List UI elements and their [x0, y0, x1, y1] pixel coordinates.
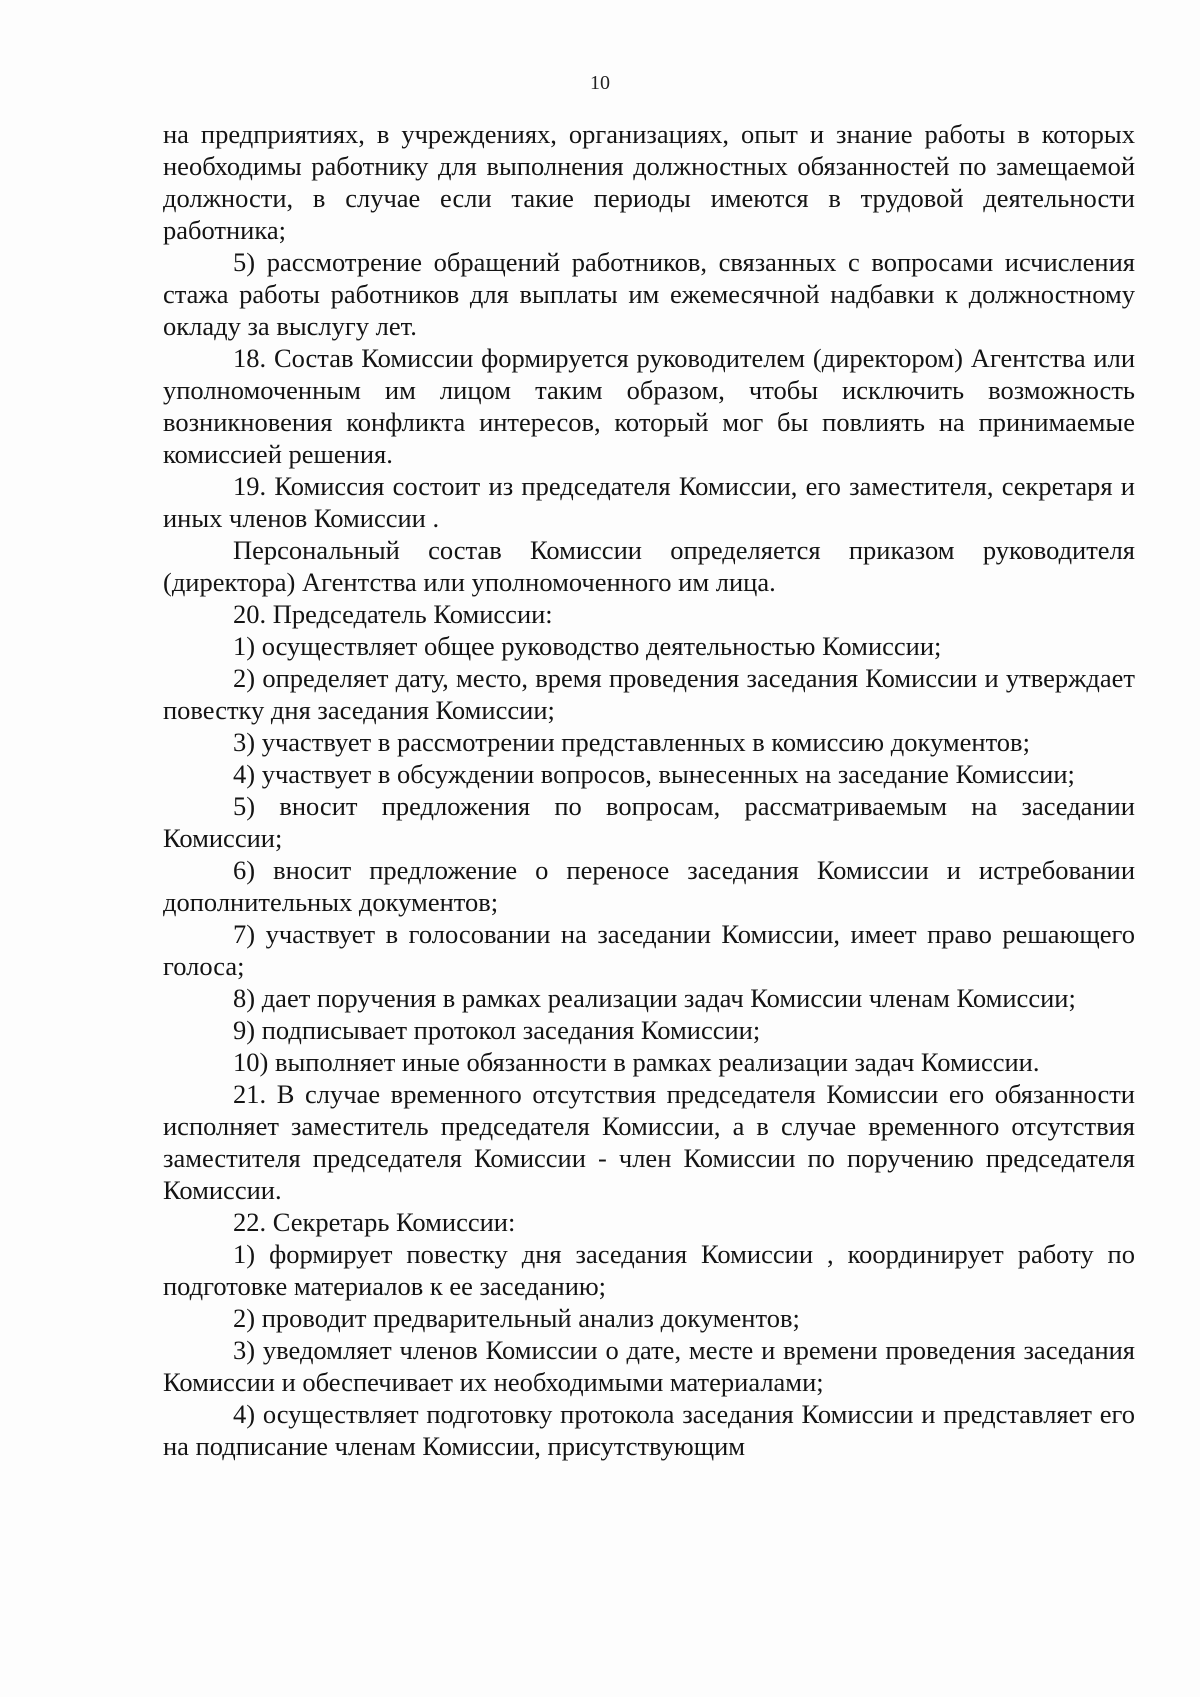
paragraph: 4) осуществляет подготовку протокола заседания Комиссии и представляет его на подписание членам Комиссии, присутствующим: [163, 1399, 1135, 1461]
paragraph: 20. Председатель Комиссии:: [233, 599, 553, 629]
paragraph: 21. В случае временного отсутствия председателя Комиссии его обязанности исполняет заместитель председателя Комиссии, а в случае временного отсутствия заместителя председателя Комиссии - член Комиссии по поручению председателя Комиссии.: [163, 1079, 1135, 1205]
paragraph: 2) определяет дату, место, время проведения заседания Комиссии и утверждает повестку дня заседания Комиссии;: [163, 663, 1135, 725]
paragraph: 9) подписывает протокол заседания Комиссии;: [233, 1015, 761, 1045]
paragraph: 3) уведомляет членов Комиссии о дате, месте и времени проведения заседания Комиссии и обеспечивает их необходимыми материалами;: [163, 1335, 1135, 1397]
page-number: 10: [590, 72, 610, 94]
document-body: [163, 118, 1135, 1462]
paragraph: 19. Комиссия состоит из председателя Комиссии, его заместителя, секретаря и иных членов Комиссии .: [163, 471, 1135, 533]
paragraph: на предприятиях, в учреждениях, организациях, опыт и знание работы в которых необходимы работнику для выполнения должностных обязанностей по замещаемой должности, в случае если такие периоды имеются в трудовой деятельности работника;: [163, 119, 1135, 245]
paragraph: 3) участвует в рассмотрении представленных в комиссию документов;: [233, 727, 1030, 757]
paragraph: 5) рассмотрение обращений работников, связанных с вопросами исчисления стажа работы работников для выплаты им ежемесячной надбавки к должностному окладу за выслугу лет.: [163, 247, 1135, 341]
paragraph: 8) дает поручения в рамках реализации задач Комиссии членам Комиссии;: [233, 983, 1076, 1013]
paragraph: Персональный состав Комиссии определяется приказом руководителя (директора) Агентства или уполномоченного им лица.: [163, 535, 1135, 597]
paragraph: 5) вносит предложения по вопросам, рассматриваемым на заседании Комиссии;: [163, 791, 1135, 853]
paragraph: 10) выполняет иные обязанности в рамках реализации задач Комиссии.: [233, 1047, 1040, 1077]
paragraph: 18. Состав Комиссии формируется руководителем (директором) Агентства или уполномоченным им лицом таким образом, чтобы исключить возможность возникновения конфликта интересов, который мог бы повлиять на принимаемые комиссией решения.: [163, 343, 1135, 469]
paragraph: 1) формирует повестку дня заседания Комиссии , координирует работу по подготовке материалов к ее заседанию;: [163, 1239, 1135, 1301]
paragraph: 7) участвует в голосовании на заседании Комиссии, имеет право решающего голоса;: [163, 919, 1135, 981]
paragraph: 1) осуществляет общее руководство деятельностью Комиссии;: [233, 631, 942, 661]
paragraph: 2) проводит предварительный анализ документов;: [233, 1303, 800, 1333]
paragraph: 22. Секретарь Комиссии:: [233, 1207, 516, 1237]
paragraph: 4) участвует в обсуждении вопросов, вынесенных на заседание Комиссии;: [233, 759, 1075, 789]
paragraph: 6) вносит предложение о переносе заседания Комиссии и истребовании дополнительных документов;: [163, 855, 1135, 917]
